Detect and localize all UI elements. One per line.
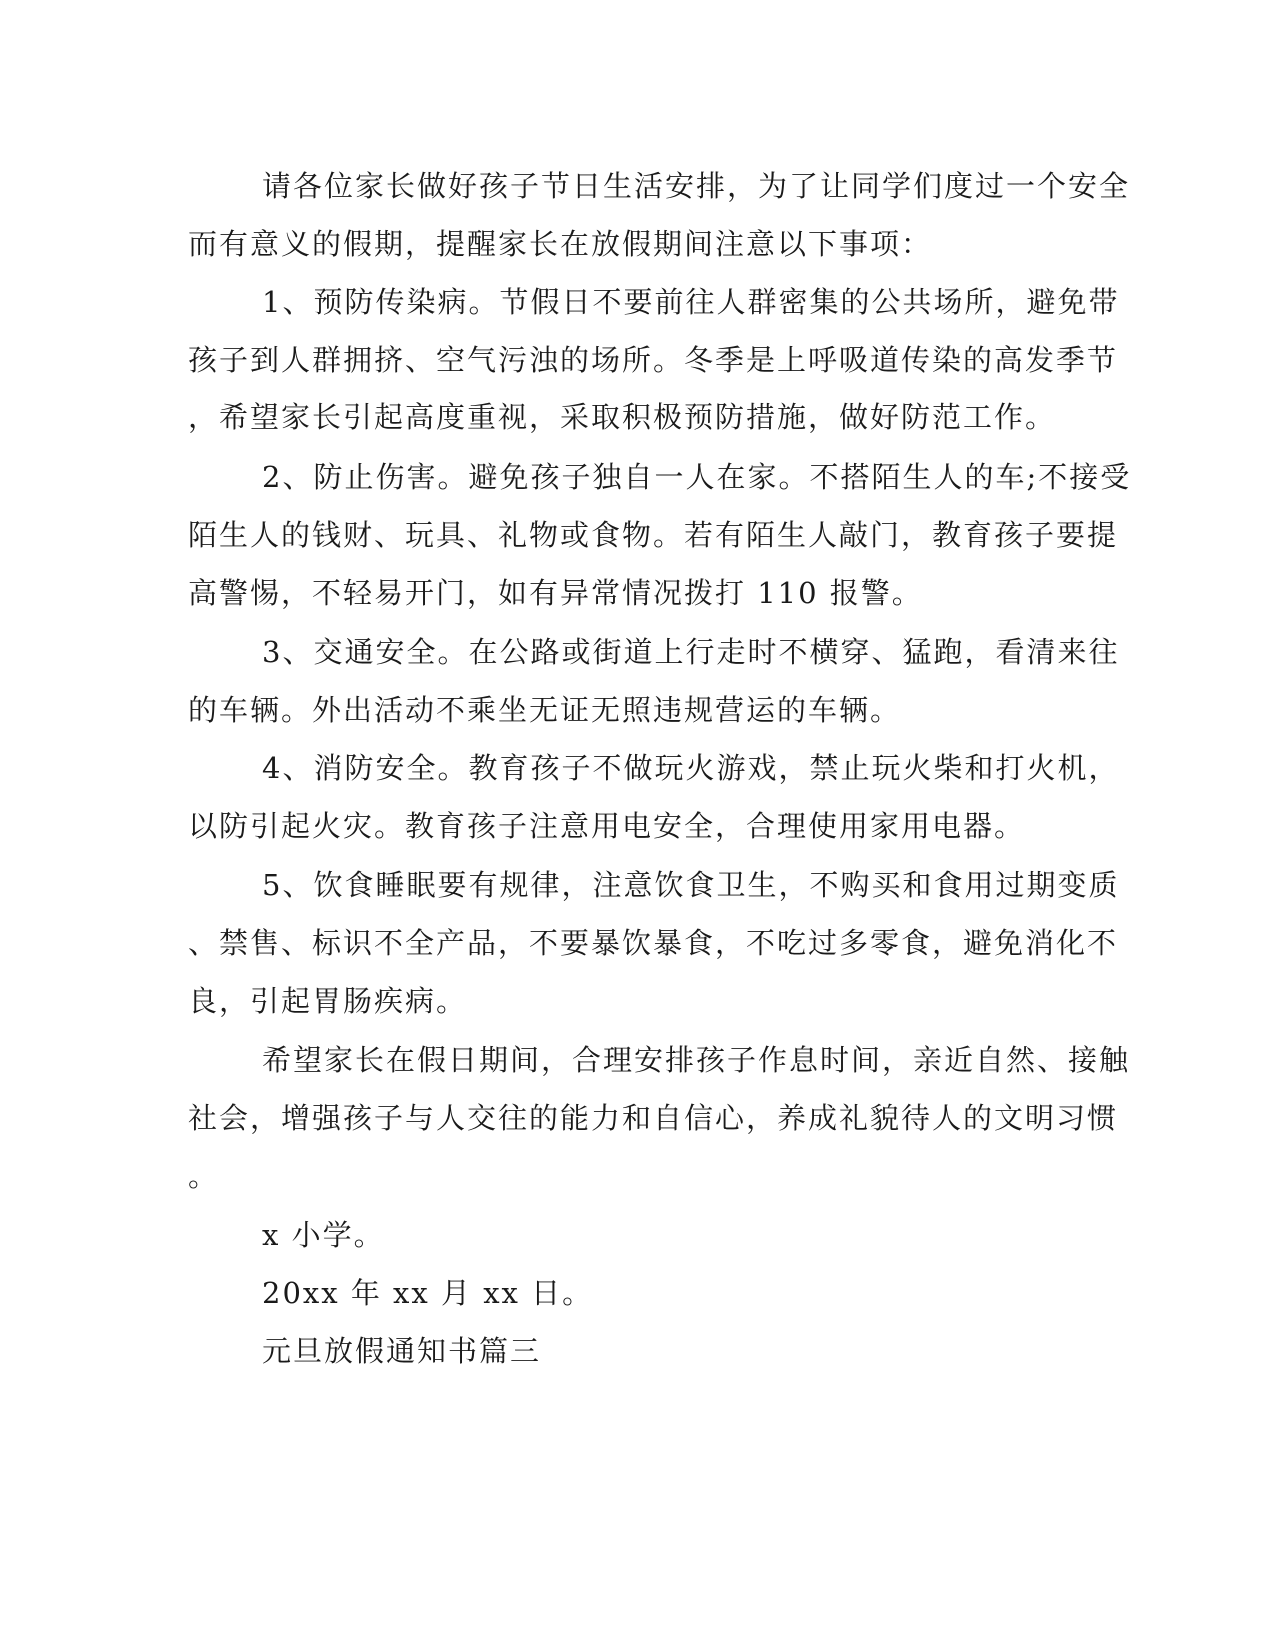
closing-line-2: 社会，增强孩子与人交往的能力和自信心，养成礼貌待人的文明习惯	[188, 1101, 1119, 1135]
item-1-line-1: 1、预防传染病。节假日不要前往人群密集的公共场所，避免带	[262, 285, 1120, 319]
item-5-line-2: 、禁售、标识不全产品，不要暴饮暴食，不吃过多零食，避免消化不	[188, 926, 1119, 960]
item-1-line-2: 孩子到人群拥挤、空气污浊的场所。冬季是上呼吸道传染的高发季节	[188, 343, 1119, 377]
intro-line-1: 请各位家长做好孩子节日生活安排，为了让同学们度过一个安全	[262, 169, 1131, 203]
item-2-line-3: 高警惕，不轻易开门，如有异常情况拨打 110 报警。	[188, 576, 923, 610]
closing-line-1: 希望家长在假日期间，合理安排孩子作息时间，亲近自然、接触	[262, 1043, 1131, 1077]
intro-line-2: 而有意义的假期，提醒家长在放假期间注意以下事项：	[188, 227, 933, 261]
item-4-line-2: 以防引起火灾。教育孩子注意用电安全，合理使用家用电器。	[188, 809, 1026, 843]
item-4-line-1: 4、消防安全。教育孩子不做玩火游戏，禁止玩火柴和打火机，	[262, 751, 1120, 785]
next-section-title: 元旦放假通知书篇三	[262, 1334, 542, 1368]
signature-date: 20xx 年 xx 月 xx 日。	[262, 1276, 594, 1310]
item-2-line-1: 2、防止伤害。避免孩子独自一人在家。不搭陌生人的车;不接受	[262, 460, 1132, 494]
item-1-line-3: ，希望家长引起高度重视，采取积极预防措施，做好防范工作。	[188, 400, 1057, 434]
closing-line-3: 。	[188, 1159, 220, 1193]
item-5-line-1: 5、饮食睡眠要有规律，注意饮食卫生，不购买和食用过期变质	[262, 868, 1120, 902]
item-5-line-3: 良，引起胃肠疾病。	[188, 984, 468, 1018]
item-2-line-2: 陌生人的钱财、玩具、礼物或食物。若有陌生人敲门，教育孩子要提	[188, 518, 1119, 552]
signature-school: x 小学。	[262, 1218, 385, 1252]
item-3-line-2: 的车辆。外出活动不乘坐无证无照违规营运的车辆。	[188, 693, 902, 727]
item-3-line-1: 3、交通安全。在公路或街道上行走时不横穿、猛跑，看清来往	[262, 635, 1120, 669]
